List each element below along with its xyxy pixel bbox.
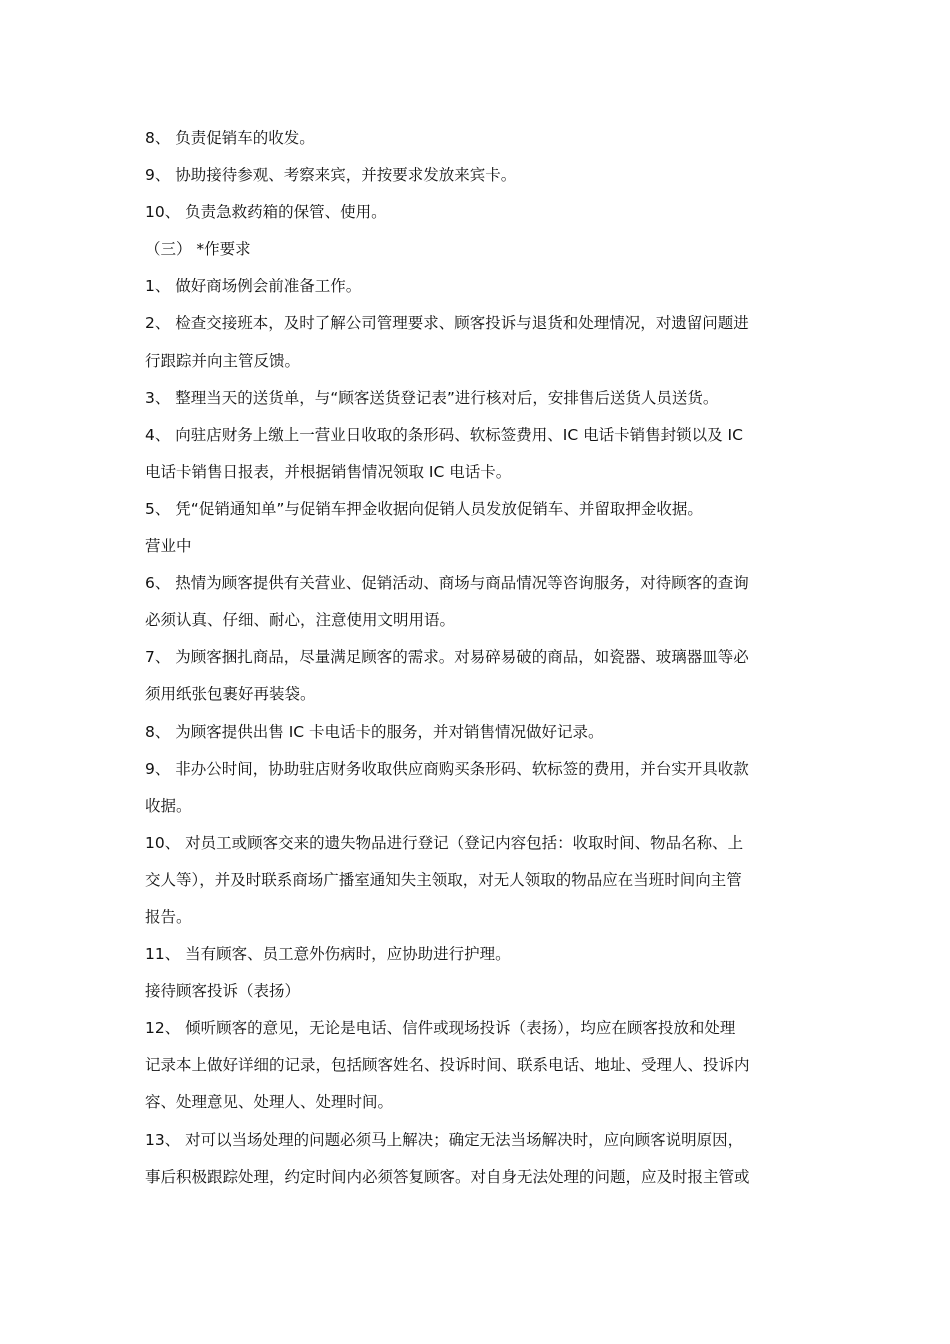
requirement-item-7-continued: 须用纸张包裹好再装袋。 bbox=[145, 685, 316, 704]
requirement-item-4: 4、 向驻店财务上缴上一营业日收取的条形码、软标签费用、IC 电话卡销售封锁以及 IC bbox=[145, 425, 743, 444]
requirement-item-1: 1、 做好商场例会前准备工作。 bbox=[145, 277, 362, 296]
document-page bbox=[145, 120, 813, 1196]
requirement-item-10-continued-2: 报告。 bbox=[145, 907, 192, 926]
requirement-item-12-continued-2: 容、处理意见、处理人、处理时间。 bbox=[145, 1093, 394, 1112]
requirement-item-9: 9、 非办公时间，协助驻店财务收取供应商购买条形码、软标签的费用，并台实开具收款 bbox=[145, 759, 749, 778]
requirement-item-13-continued: 事后积极跟踪处理，约定时间内必须答复顾客。对自身无法处理的问题，应及时报主管或 bbox=[145, 1167, 750, 1186]
requirement-item-8: 8、 为顾客提供出售 IC 卡电话卡的服务，并对销售情况做好记录。 bbox=[145, 722, 604, 741]
requirement-item-3: 3、 整理当天的送货单，与“顾客送货登记表”进行核对后，安排售后送货人员送货。 bbox=[145, 388, 719, 407]
requirement-item-10: 10、 对员工或顾客交来的遗失物品进行登记（登记内容包括：收取时间、物品名称、上 bbox=[145, 833, 744, 852]
requirement-item-7: 7、 为顾客捆扎商品，尽量满足顾客的需求。对易碎易破的商品，如瓷器、玻璃器皿等必 bbox=[145, 648, 749, 667]
requirement-item-2: 2、 检查交接班本，及时了解公司管理要求、顾客投诉与退货和处理情况，对遗留问题进 bbox=[145, 314, 749, 333]
requirement-item-4-continued: 电话卡销售日报表，并根据销售情况领取 IC 电话卡。 bbox=[145, 462, 512, 481]
requirement-item-13: 13、 对可以当场处理的问题必须马上解决；确定无法当场解决时，应向顾客说明原因， bbox=[145, 1130, 744, 1149]
requirement-item-2-continued: 行跟踪并向主管反馈。 bbox=[145, 351, 301, 370]
requirement-item-9-continued: 收据。 bbox=[145, 796, 192, 815]
requirement-item-6: 6、 热情为顾客提供有关营业、促销活动、商场与商品情况等咨询服务，对待顾客的查询 bbox=[145, 574, 749, 593]
requirement-item-12-continued: 记录本上做好详细的记录，包括顾客姓名、投诉时间、联系电话、地址、受理人、投诉内 bbox=[145, 1056, 750, 1075]
list-item-9: 9、 协助接待参观、考察来宾，并按要求发放来宾卡。 bbox=[145, 166, 517, 185]
requirement-item-10-continued: 交人等），并及时联系商场广播室通知失主领取，对无人领取的物品应在当班时间向主管 bbox=[145, 870, 742, 889]
subheading-in-business: 营业中 bbox=[145, 537, 192, 556]
requirement-item-6-continued: 必须认真、仔细、耐心，注意使用文明用语。 bbox=[145, 611, 456, 630]
list-item-10: 10、 负责急救药箱的保管、使用。 bbox=[145, 203, 387, 222]
requirement-item-12: 12、 倾听顾客的意见，无论是电话、信件或现场投诉（表扬），均应在顾客投放和处理 bbox=[145, 1019, 736, 1038]
list-item-8: 8、 负责促销车的收发。 bbox=[145, 129, 315, 147]
subheading-complaints: 接待顾客投诉（表扬） bbox=[145, 982, 301, 1001]
requirement-item-11: 11、 当有顾客、员工意外伤病时，应协助进行护理。 bbox=[145, 945, 511, 964]
section-heading-requirements: （三） *作要求 bbox=[145, 240, 251, 259]
requirement-item-5: 5、 凭“促销通知单”与促销车押金收据向促销人员发放促销车、并留取押金收据。 bbox=[145, 499, 703, 518]
